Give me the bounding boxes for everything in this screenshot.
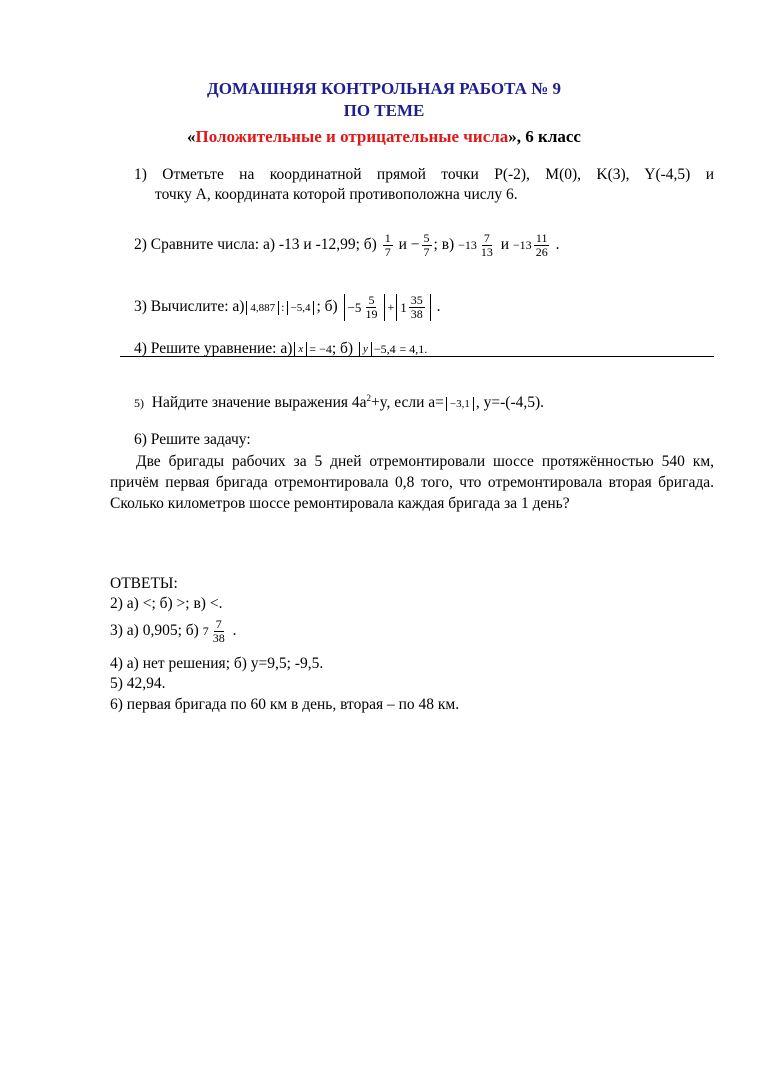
task6-title: 6) Решите задачу: [134, 431, 251, 448]
topic-name: Положительные и отрицательные числа [195, 127, 509, 146]
doc-title-line3: «Положительные и отрицательные числа», 6 класс [187, 127, 581, 146]
task5: 5) Найдите значение выражения $4a^2+y$, если a= −3,1 , y=-(-4,5). [134, 393, 545, 412]
abs-value: x [294, 342, 307, 356]
abs-value: −3,1 [446, 397, 474, 411]
task6-body: Две бригады рабочих за 5 дней отремонтировали шоссе протяжённостью 540 км, причём первая бригада отремонтировала 0,8 того, что отремонтировала вторая бригада. Сколько километров шоссе ремонтировала каждая бригада за 1 день? [110, 453, 714, 512]
fraction: $\frac{7}{13}$ [480, 231, 493, 259]
answer-2: 2) а) <; б) >; в) <. [110, 595, 223, 612]
task4: 4) Решите уравнение: а) x = −4; б) y −5,4 = 4,1. [134, 340, 428, 357]
answer-5: 5) 42,94. [110, 675, 166, 692]
task1-line2: точку A, координата которой противоположна числу 6. [155, 186, 518, 203]
doc-title-line2: ПО ТЕМЕ [343, 101, 425, 120]
answer-4: 4) а) нет решения; б) y=9,5; -9,5. [110, 655, 324, 672]
abs-value: 1 $\frac{35}{38}$ [396, 294, 431, 321]
answer-3: 3) а) 0,905; б) 7 $\frac{7}{38}$ . [110, 617, 237, 645]
task1-line1: 1) Отметьте на координатной прямой точки P(-2), M(0), K(3), Y(-4,5) и [134, 166, 714, 183]
fraction: $\frac{5}{7}$ [423, 231, 430, 259]
fraction: $\frac{1}{7}$ [384, 231, 391, 259]
fraction: $\frac{7}{38}$ [212, 617, 225, 645]
divider-line [120, 356, 714, 357]
abs-value: −5,4 [287, 301, 315, 315]
answers-title: ОТВЕТЫ: [110, 575, 178, 592]
answer-6: 6) первая бригада по 60 км в день, вторая – по 48 км. [110, 696, 460, 713]
doc-title-line1: ДОМАШНЯЯ КОНТРОЛЬНАЯ РАБОТА № 9 [207, 79, 561, 98]
abs-value: y [359, 342, 372, 356]
abs-value: 4,887 [246, 301, 279, 315]
abs-value: −5 $\frac{5}{19}$ [344, 294, 386, 321]
task3: 3) Вычислите: а) 4,887 : −5,4 ; б) −5 $\frac{5}{19}$ + 1 $\frac{35}{38}$ . [134, 293, 441, 321]
fraction: $\frac{11}{26}$ [535, 231, 548, 259]
task2: 2) Сравните числа: а) -13 и -12,99; б) $\frac{1}{7}$ и − $\frac{5}{7}$ ; в) −13 $\frac{7}{13}$ и −13 $\frac{11}{26}$ . [134, 231, 560, 259]
